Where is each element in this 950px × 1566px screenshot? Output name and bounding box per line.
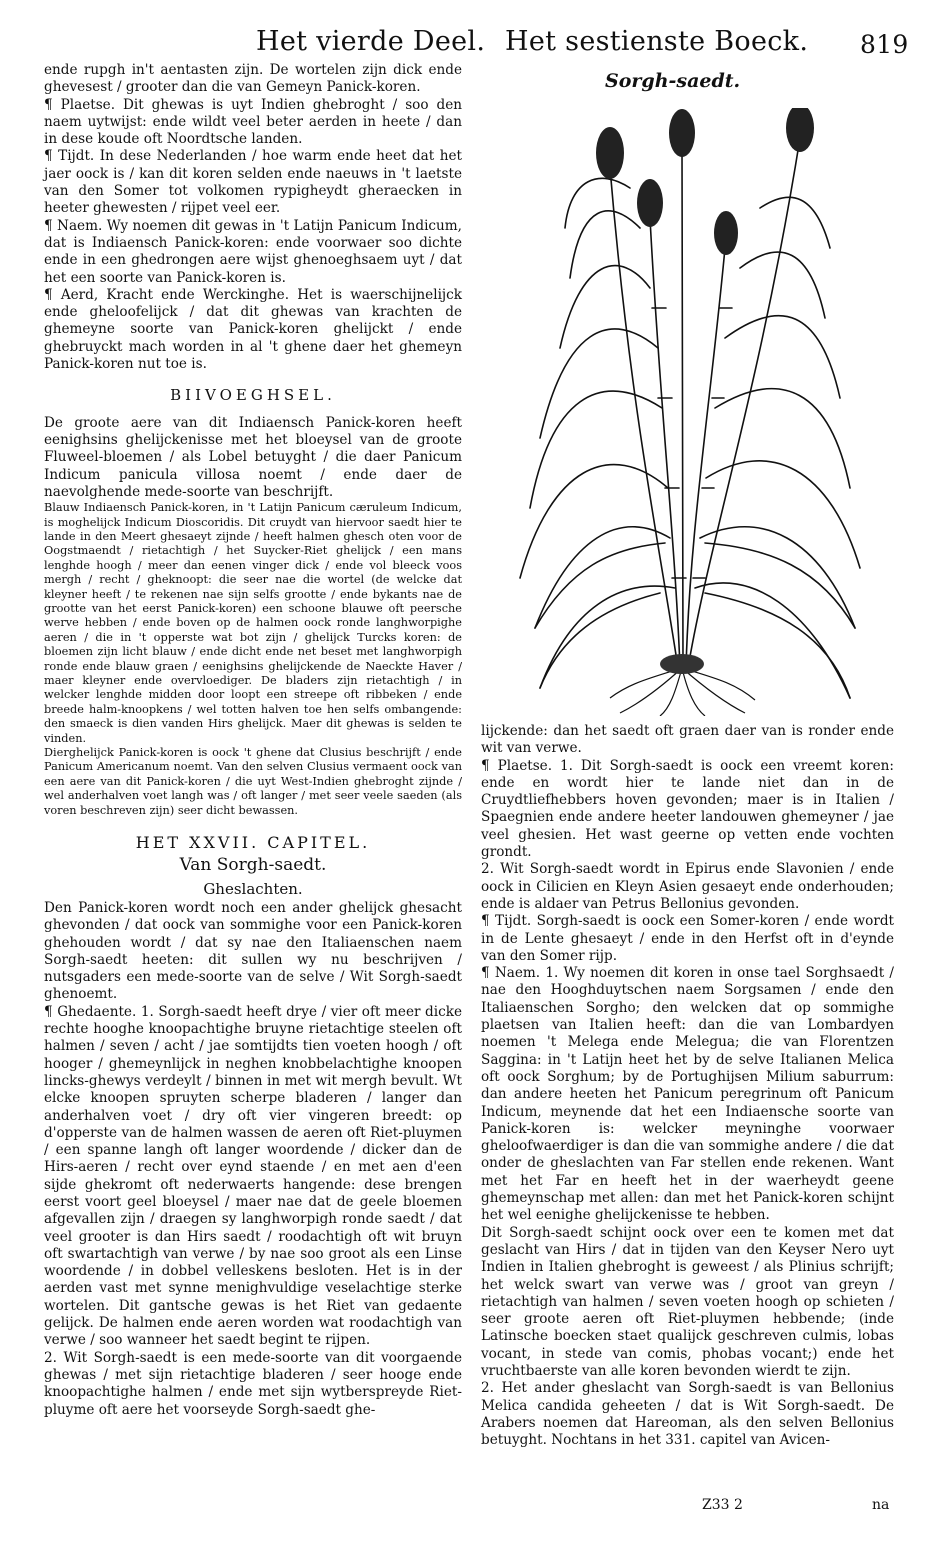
chapter-title: HET XXVII. CAPITEL. — [135, 833, 371, 853]
bijvoeghsel-paragraph: De groote aere van dit Indiaensch Panick-koren heeft eenighsins ghelijckenisse met het bloeysel van de groote Fluweel-bloemen / als Lobel betuyght / die daer Panicum Indicum panicula villosa noemt / ende daer de naevolghende mede-soorte van beschrijft. — [44, 414, 462, 500]
page-number: 819 — [860, 30, 909, 59]
figure-caption: Sorgh-saedt. — [605, 70, 741, 92]
paragraph-tijdt: ¶ Tijdt. In dese Nederlanden / hoe warm ende heet dat het jaer oock is / kan dit koren selden ende naeuws in 't laetste van den Somer tot volkomen rypigheydt gheraecken in heeter ghewesten / rijpet veel eer. — [44, 148, 462, 217]
signature-mark: Z33 2 — [702, 1497, 743, 1513]
sorghum-plant-illustration — [510, 108, 870, 716]
right-column — [481, 723, 894, 1449]
paragraph: 2. Het ander gheslacht van Sorgh-saedt is van Bellonius Melica candida geheeten / dat is Wit Sorgh-saedt. De Arabers noemen dat Hareoman, als den selven Bellonius betuyght. Nochtans in het 331. capitel van Avicen- — [481, 1380, 894, 1449]
paragraph: lijckende: dan het saedt oft graen daer van is ronder ende wit van verwe. — [481, 723, 894, 757]
section-title-bijvoeghsel: BIIVOEGHSEL. — [170, 386, 336, 405]
paragraph-plaetse: ¶ Plaetse. Dit ghewas is uyt Indien ghebroght / soo den naem uytwijst: ende wildt veel beter aerden in heete / dan in dese koude oft Noordtsche landen. — [44, 96, 462, 148]
paragraph: 2. Wit Sorgh-saedt wordt in Epirus ende Slavonien / ende oock in Cilicien en Kleyn Asien gesaeyt ende onderhouden; ende is aldaer van Petrus Bellonius gevonden. — [481, 861, 894, 912]
chapter-paragraph: Den Panick-koren wordt noch een ander ghelijck ghesacht ghevonden / dat oock van sommighe voor een Panick-koren ghehouden wordt / dat sy nae den Italiaenschen naem Sorgh-saedt heeten: dit sullen wy nu beschrijven / nutsgaders een mede-soorte van de selve / Wit Sorgh-saedt ghenoemt. — [44, 899, 462, 1003]
chapter-paragraph: 2. Wit Sorgh-saedt is een mede-soorte van dit voorgaende ghewas / met sijn rietachtige bladeren / seer hooge ende knoopachtighe halmen / ende met sijn wytberspreyde Riet-pluyme oft aere het voorseyde Sorgh-saedt ghe- — [44, 1349, 462, 1418]
chapter-subtitle: Van Sorgh-saedt. — [179, 855, 327, 876]
paragraph: Dit Sorgh-saedt schijnt oock over een te komen met dat geslacht van Hirs / dat in tijden van den Keyser Nero uyt Indien in Italien ghebroght is geweest / als Plinius schrijft; het welck swart van verwe was / groot van greyn / rietachtigh van halmen / seven voeten hoogh op schieten / seer groote aeren oft Riet-pluymen hebbende; (inde Latinsche boecken staet qualijck geschreven culmis, lobas vocant, in stede van comis, phobas vocant;) ende het vruchtbaerste van alle koren bevonden wierdt te zijn. — [481, 1224, 894, 1379]
catchword: na — [872, 1497, 890, 1513]
paragraph-plaetse: ¶ Plaetse. 1. Dit Sorgh-saedt is oock een vreemt koren: ende en wordt hier te lande niet dan in de Cruydtliefhebbers hoven gevonden; maer is in Italien / Spaegnien ende andere heeter landouwen ghemeyner / jae veel ghesien. Het wast geerne op vetten ende vochten grondt. — [481, 757, 894, 861]
chapter-paragraph-ghedaente: ¶ Ghedaente. 1. Sorgh-saedt heeft drye / vier oft meer dicke rechte hooghe knoopachtighe bruyne rietachtige steelen oft halmen / seven / acht / jae somtijdts tien voeten hoogh / oft hooger / ghemeynlijck in neghen knobbelachtighe knoopen lincks-ghewys verdeylt / binnen in met wit mergh bevult. Wt elcke knoopen spruyten scherpe bladeren / langer dan anderhalven voet / dry oft vier vingeren breedt: op d'opperste van de halmen wassen de aeren oft Riet-pluymen / een spanne langh oft langer woordende / dicker dan de Hirs-aeren / recht over eynd staende / en met aen d'een sijde ghekromt oft nederwaerts hangende: dese brengen eerst voort geel bloeysel / maer nae dat de geele bloemen afgevallen zijn / draegen sy langhworpigh ronde saedt / dat veel grooter is dan Hirs saedt / roodachtigh oft wit bruyn oft swartachtigh van verwe / by nae soo groot als een Linse woordende / in dobbel velleskens besloten. Het is in der aerden vast met synne menighvuldige veselachtige sterke wortelen. Dit gantsche gewas is het Riet van gedaente gelijck. De halmen ende aeren worden wat roodachtigh van verwe / soo wanneer het saedt begint te rijpen. — [44, 1003, 462, 1349]
bijvoeghsel-paragraph: Dierghelijck Panick-koren is oock 't ghene dat Clusius beschrijft / ende Panicum Americanum noemt. Van den selven Clusius vermaent oock van een aere van dit Panick-koren / die uyt West-Indien ghebroght zijnde / wel anderhalven voet langh was / oft langer / met seer veele saeden (als voren beschreven zijn) seer dicht bewassen. — [44, 746, 462, 817]
left-column — [44, 62, 462, 1419]
bijvoeghsel-paragraph: Blauw Indiaensch Panick-koren, in 't Latijn Panicum cæruleum Indicum, is moghelijck Indicum Dioscoridis. Dit cruydt van hiervoor saedt hier te lande in den Meert ghesaeyt zijnde / heeft halmen ghesch oten voor de Oogstmaendt / rietachtigh / het Suycker-Riet ghelijck / een mans lenghde hoogh / meer dan eenen vinger dick / ende vol bleeck voos mergh / recht / gheknoopt: die seer nae die wortel (de welcke dat kleyner heeft / te rekenen nae sijn selfs grootte / ende bykants nae de grootte van het eerst Panick-koren) een schoone blauwe oft peersche werve hebben / ende boven op de halmen oock ronde langhworpighe aeren / die in 't opperste wat bot zijn / ghelijck Turcks koren: de bloemen zijn licht blauw / ende dicht ende net beset met langhworpigh ronde ende blauw graen / eenighsins ghelijckende de Naeckte Haver / maer kleyner ende overvloediger. De bladers zijn rietachtigh / in welcker lenghde midden door loopt een streepe oft ribbeken / ende breede halm-knoopkens / wel totten halven toe hen selfs ombangende: den smaeck is dien vanden Hirs ghelijck. Maer dit ghewas is selden te vinden. — [44, 501, 462, 745]
running-header-right: Het sestienste Boeck. — [505, 26, 809, 57]
paragraph-naem: ¶ Naem. Wy noemen dit gewas in 't Latijn Panicum Indicum, dat is Indiaensch Panick-koren: ende voorwaer soo dichte ende in een ghedrongen aere wijst ghenoeghsaem uyt / dat het een soorte van Panick-koren is. — [44, 217, 462, 286]
paragraph-aerd: ¶ Aerd, Kracht ende Werckinghe. Het is waerschijnelijck ende gheloofelijck / dat dit ghewas van krachten de ghemeyne soorte van Panick-koren ghelijckt / ende ghebruyckt mach worden in al 't ghene daer het ghemeyn Panick-koren nut toe is. — [44, 286, 462, 373]
chapter-section-heading: Gheslachten. — [203, 879, 303, 898]
paragraph-naem: ¶ Naem. 1. Wy noemen dit koren in onse tael Sorghsaedt / nae den Hooghduytschen naem Sorgsamen / ende den Italiaenschen Sorgho; den welcken dat op sommighe plaetsen van Italien heeft: dan die van Lombardyen noemen 't Melega ende Melegua; die van Florentzen Saggina: in 't Latijn heet het by de selve Italianen Melica oft oock Sorghum; by de Portughijsen Milium saburrum: dan andere heeten het Panicum peregrinum oft Panicum Indicum, meynende dat het een Indiaensche soorte van Panick-koren is: welcker meyninghe voorwaer gheloofwaerdiger is dan die van sommighe andere / die dat onder de gheslachten van Far stellen ende rekenen. Want met het Far en heeft het in der waerheydt geene ghemeynschap met allen: dan met het Panick-koren schijnt het wel eenighe ghelijckenisse te hebben. — [481, 965, 894, 1224]
running-header-left: Het vierde Deel. — [256, 26, 486, 57]
paragraph-tijdt: ¶ Tijdt. Sorgh-saedt is oock een Somer-koren / ende wordt in de Lente ghesaeyt / ende in den Herfst oft in d'eynde van den Somer rijp. — [481, 913, 894, 964]
paragraph: ende rupgh in't aentasten zijn. De wortelen zijn dick ende ghevesest / grooter dan die van Gemeyn Panick-koren. — [44, 62, 462, 96]
